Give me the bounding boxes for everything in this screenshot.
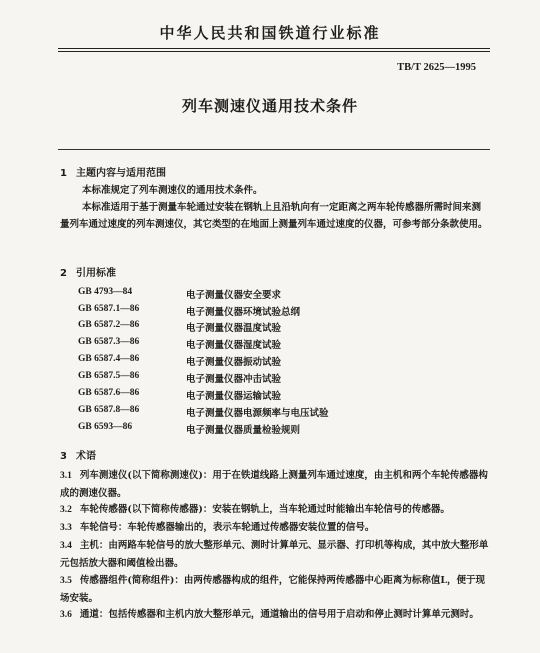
term-text: 车轮信号：车轮传感器输出的，表示车轮通过传感器安装位置的信号。 — [79, 522, 375, 533]
scope-paragraph-1: 本标准规定了列车测速仪的通用技术条件。 — [82, 185, 263, 196]
reference-name: 电子测量仪器安全要求 — [186, 290, 282, 301]
term-text: 传感器组件(简称组件)：由两传感器构成的组件，它能保持两传感器中心距离为标称值L，便于现场安装。 — [60, 575, 486, 604]
term-definition — [60, 501, 494, 519]
term-text: 主机：由两路车轮信号的放大整形单元、测时计算单元、显示器、打印机等构成，其中放大整形单元包括放大器和阈值检出器。 — [60, 540, 489, 569]
reference-name: 电子测量仪器环境试验总纲 — [186, 307, 301, 318]
section-heading-3 — [60, 447, 96, 462]
section-heading-1 — [60, 164, 166, 179]
reference-name: 电子测量仪器电源频率与电压试验 — [186, 408, 329, 419]
term-definition — [60, 606, 494, 624]
section-number: 3 — [60, 451, 67, 462]
reference-code: GB 6587.8—86 — [78, 405, 140, 415]
term-number: 3.1 — [60, 471, 72, 481]
standard-code: TB/T 2625—1995 — [397, 62, 476, 73]
section-title: 术语 — [76, 451, 96, 462]
section-number: 2 — [60, 268, 67, 279]
standard-header-title: 中华人民共和国铁道行业标准 — [159, 24, 381, 42]
scope-paragraph-2: 本标准适用于基于测量车轮通过安装在钢轨上且沿轨向有一定距离之两车轮传感器所需时间来测量列车通过速度的列车测速仪，其它类型的在地面上测量列车通过速度的仪器，可参考部分条款使用。 — [60, 202, 488, 230]
section-title: 主题内容与适用范围 — [76, 168, 166, 179]
reference-code: GB 6593—86 — [78, 422, 133, 432]
reference-name: 电子测量仪器振动试验 — [186, 357, 282, 368]
term-text: 车轮传感器(以下简称传感器)：安装在钢轨上，当车轮通过时能输出车轮信号的传感器。 — [79, 504, 450, 515]
reference-code: GB 6587.1—86 — [78, 304, 140, 314]
header-rule-top — [58, 48, 490, 49]
section-number: 1 — [60, 168, 67, 179]
document-title: 列车测速仪通用技术条件 — [181, 97, 358, 115]
reference-code: GB 6587.4—86 — [78, 354, 140, 364]
title-rule — [58, 149, 490, 150]
reference-code: GB 6587.3—86 — [78, 337, 140, 347]
term-definition — [60, 537, 494, 572]
reference-name: 电子测量仪器冲击试验 — [186, 374, 282, 385]
term-number: 3.4 — [60, 541, 72, 551]
reference-code: GB 6587.2—86 — [78, 320, 140, 330]
reference-name: 电子测量仪器温度试验 — [186, 323, 282, 334]
reference-name: 电子测量仪器质量检验规则 — [186, 425, 301, 436]
term-number: 3.5 — [60, 576, 72, 586]
term-definition — [60, 519, 494, 537]
term-definition — [60, 572, 494, 607]
section-heading-2 — [60, 264, 116, 279]
reference-name: 电子测量仪器湿度试验 — [186, 340, 282, 351]
reference-name: 电子测量仪器运输试验 — [186, 391, 282, 402]
term-number: 3.6 — [60, 610, 72, 620]
reference-code: GB 6587.6—86 — [78, 388, 140, 398]
term-number: 3.3 — [60, 523, 72, 533]
term-definition — [60, 467, 494, 502]
section-title: 引用标准 — [76, 268, 116, 279]
header-rule-bottom — [58, 51, 490, 52]
reference-code: GB 4793—84 — [78, 287, 133, 297]
term-text: 通道：包括传感器和主机内放大整形单元，通道输出的信号用于启动和停止测时计算单元测时。 — [79, 609, 479, 620]
term-text: 列车测速仪(以下简称测速仪)：用于在铁道线路上测量列车通过速度，由主机和两个车轮传感器构成的测速仪器。 — [60, 470, 488, 499]
term-number: 3.2 — [60, 505, 72, 515]
reference-code: GB 6587.5—86 — [78, 371, 140, 381]
